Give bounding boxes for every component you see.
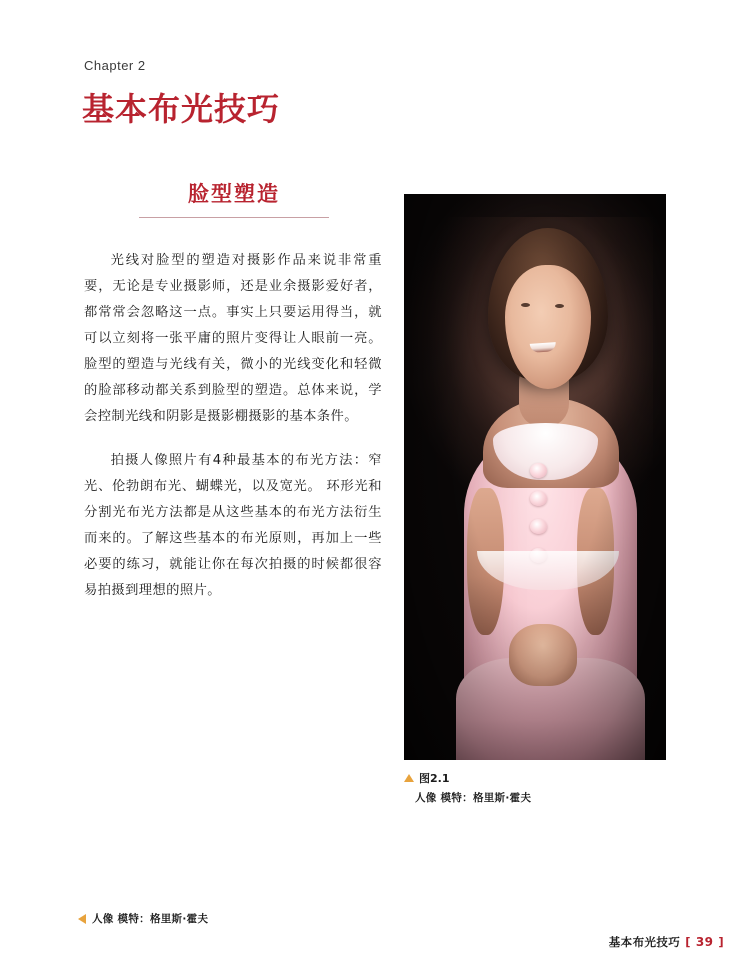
- triangle-right-icon: [78, 914, 86, 924]
- triangle-up-icon: [404, 774, 414, 782]
- section-rule: [139, 217, 329, 218]
- body-text-column: [84, 248, 382, 622]
- page-number: 39: [695, 935, 714, 949]
- body-paragraph: 光线对脸型的塑造对摄影作品来说非常重要，无论是专业摄影师，还是业余摄影爱好者，都常常会忽略这一点。事实上只要运用得当，就可以立刻将一张平庸的照片变得让人眼前一亮。脸型的塑造与光线有关，微小的光线变化和轻微的脸部移动都关系到脸型的塑造。总体来说，学会控制光线和阴影是摄影棚摄影的基本条件。: [84, 253, 382, 424]
- figure-caption-credit: 人像 模特：格里斯·霍夫: [415, 792, 532, 804]
- footer-left: [78, 911, 208, 926]
- figure-caption-number-row: [404, 770, 674, 786]
- portrait-photo: [404, 194, 666, 760]
- figure-image: [404, 194, 666, 760]
- figure-caption: [404, 770, 674, 805]
- footer-bracket-close: ]: [718, 935, 724, 949]
- body-paragraph: 拍摄人像照片有4种最基本的布光方法：窄光、伦勃朗布光、蝴蝶光，以及宽光。 环形光和分割光布光方法都是从这些基本的布光方法衍生而来的。了解这些基本的布光原则，再加上一些必要的练习，就能让你在每次拍摄的时候都很容易拍摄到理想的照片。: [84, 453, 382, 598]
- photo-vignette: [404, 194, 666, 760]
- chapter-label: Chapter 2: [84, 58, 146, 73]
- section-title: 脸型塑造: [188, 182, 280, 206]
- footer-right: [609, 934, 724, 950]
- chapter-title: 基本布光技巧: [82, 90, 281, 128]
- footer-chapter-title: 基本布光技巧: [608, 935, 681, 949]
- footer-left-text: 人像 模特：格里斯·霍夫: [92, 913, 209, 925]
- figure-caption-number: 图2.1: [419, 772, 450, 785]
- footer-bracket-open: [: [685, 935, 691, 949]
- section-heading: [84, 178, 384, 218]
